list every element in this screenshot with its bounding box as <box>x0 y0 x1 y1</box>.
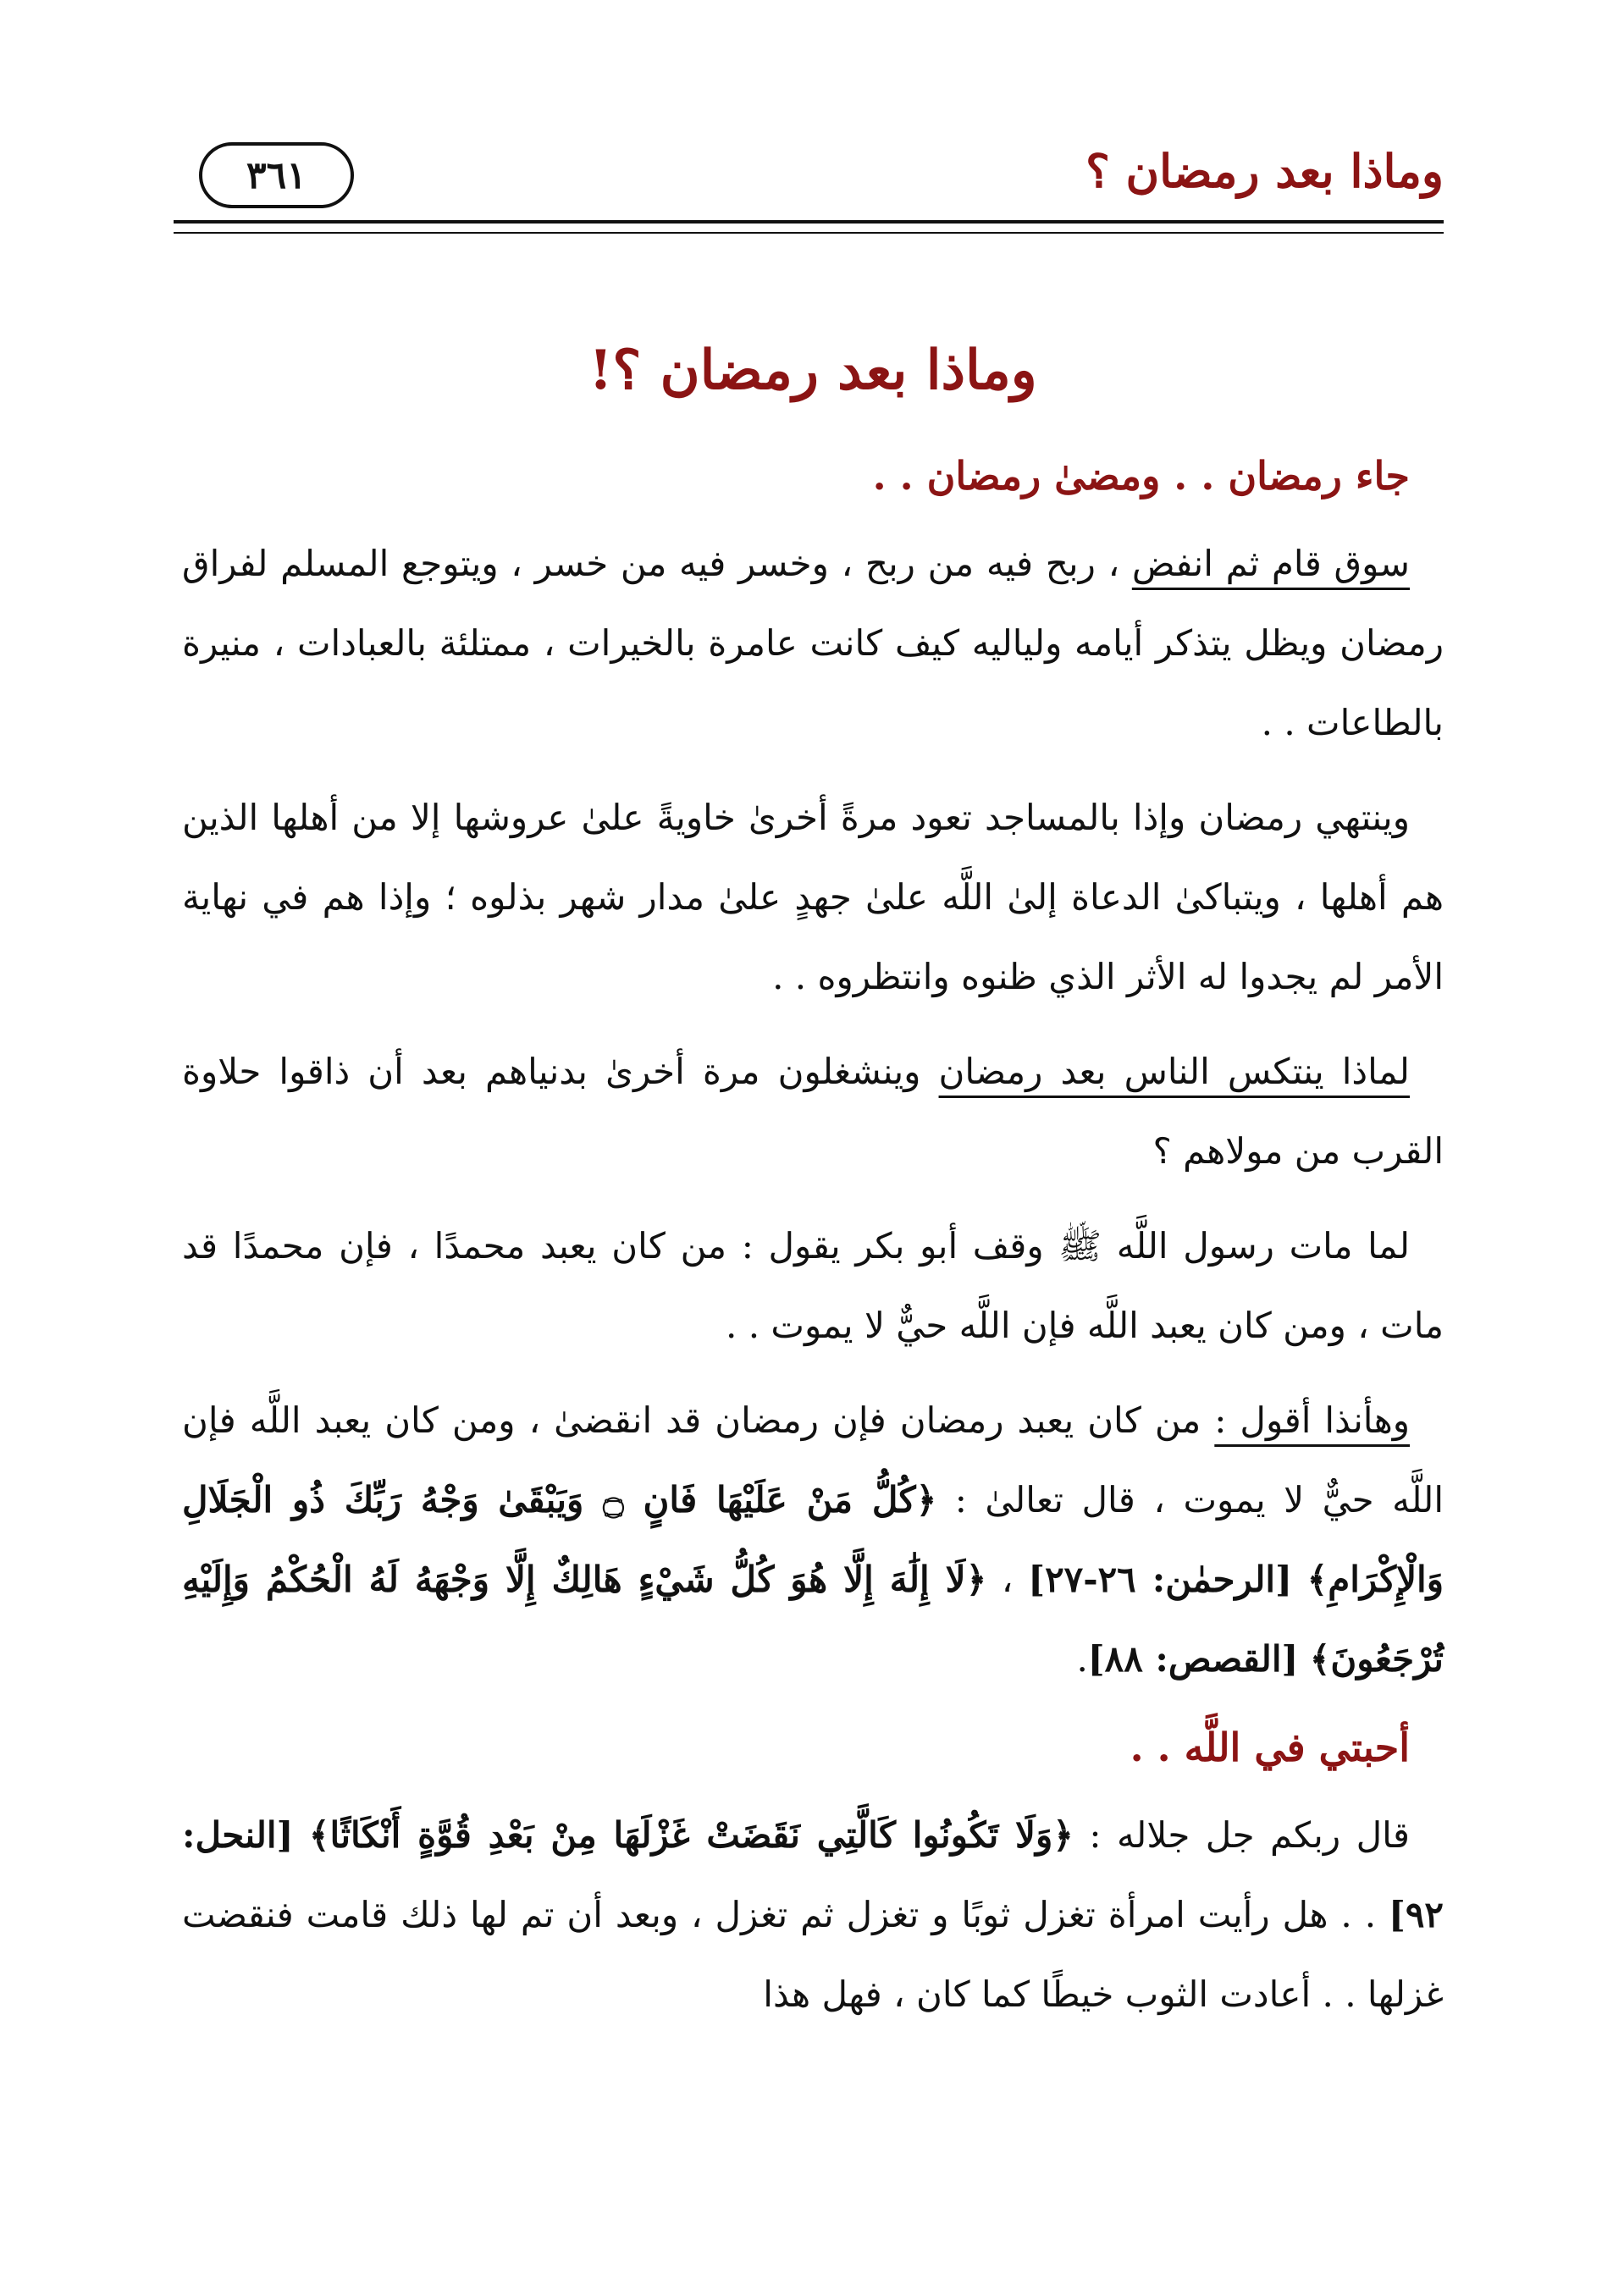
paragraph-6 <box>182 1796 1444 2034</box>
paragraph-text: وينشغلون مرة أخرىٰ بدنياهم بعد أن ذاقوا حلاوة القرب من مولاهم ؟ <box>182 1051 1444 1172</box>
paragraph-1 <box>182 524 1444 763</box>
paragraph-2: وينتهي رمضان وإذا بالمساجد تعود مرةً أخرىٰ خاويةً علىٰ عروشها إلا من أهلها الذين هم أهلها ، ويتباكىٰ الدعاة إلىٰ اللَّه علىٰ جهدٍ علىٰ مدار شهر بذلوه ؛ وإذا هم في نهاية الأمر لم يجدوا له الأثر الذي ظنوه وانتظروه . . <box>182 797 1444 997</box>
quran-verse: ﴿وَلَا تَكُونُوا كَالَّتِي نَقَضَتْ غَزْلَهَا مِنْ بَعْدِ قُوَّةٍ أَنْكَاثًا﴾ <box>308 1814 1074 1856</box>
page-body <box>182 339 1444 2050</box>
paragraph-4: لما مات رسول اللَّه ﷺ وقف أبو بكر يقول : من كان يعبد محمدًا ، فإن محمدًا قد مات ، ومن كان يعبد اللَّه فإن اللَّه حيٌّ لا يموت . . <box>182 1225 1444 1346</box>
paragraph-5 <box>182 1381 1444 1699</box>
paragraph-text: . . هل رأيت امرأة تغزل ثوبًا و تغزل ثم تغزل ، وبعد أن تم لها ذلك قامت فنقضت غزلها . . أعادت الثوب خيطًا كما كان ، فهل هذا <box>182 1894 1444 2015</box>
verse-reference: [القصص: ٨٨] <box>1087 1638 1299 1680</box>
underlined-phrase: لماذا ينتكس الناس بعد رمضان <box>938 1051 1410 1092</box>
separator-text: ، <box>1001 1559 1014 1600</box>
verse-reference: [الرحمٰن: ٢٦-٢٧] <box>1028 1559 1292 1600</box>
paragraph-text: قال ربكم جل جلاله : <box>1089 1814 1411 1856</box>
paragraph-text: من كان يعبد رمضان فإن رمضان قد انقضىٰ ، ومن كان يعبد اللَّه فإن اللَّه حيٌّ لا يموت ، قال تعالىٰ : <box>182 1399 1444 1521</box>
running-title: وماذا بعد رمضان ؟ <box>1085 144 1444 198</box>
paragraph-3 <box>182 1032 1444 1191</box>
header-rule-thin <box>174 232 1444 234</box>
page-number: ٣٦١ <box>199 142 354 208</box>
quran-verse: ﴿لَا إِلَٰهَ إِلَّا هُوَ كُلُّ شَيْءٍ هَالِكٌ إِلَّا وَجْهَهُ لَهُ الْحُكْمُ وَإِلَيْهِ تُرْجَعُونَ﴾ <box>182 1559 1444 1680</box>
section-heading-1: جاء رمضان . . ومضىٰ رمضان . . <box>872 453 1410 499</box>
quran-verse: ﴿كُلُّ مَنْ عَلَيْهَا فَانٍ ۝ وَيَبْقَىٰ وَجْهُ رَبِّكَ ذُو الْجَلَالِ وَالْإِكْرَامِ﴾ <box>182 1479 1444 1600</box>
paragraph-text: ، ربح فيه من ربح ، وخسر فيه من خسر ، ويتوجع المسلم لفراق رمضان ويظل يتذكر أيامه ولياليه كيف كانت عامرة بالخيرات ، ممتلئة بالعبادات ، منيرة بالطاعات . . <box>182 543 1444 743</box>
verse-reference: [النحل: ٩٢] <box>182 1814 1444 1935</box>
running-header <box>174 127 1444 220</box>
section-heading-2: أحبتي في اللَّه . . <box>1130 1725 1410 1770</box>
header-rule-thick <box>174 220 1444 224</box>
underlined-phrase: وهأنذا أقول : <box>1214 1399 1410 1441</box>
chapter-title: وماذا بعد رمضان ؟! <box>588 339 1037 402</box>
underlined-phrase: سوق قام ثم انفض <box>1131 543 1410 584</box>
end-punctuation: . <box>1076 1638 1088 1680</box>
